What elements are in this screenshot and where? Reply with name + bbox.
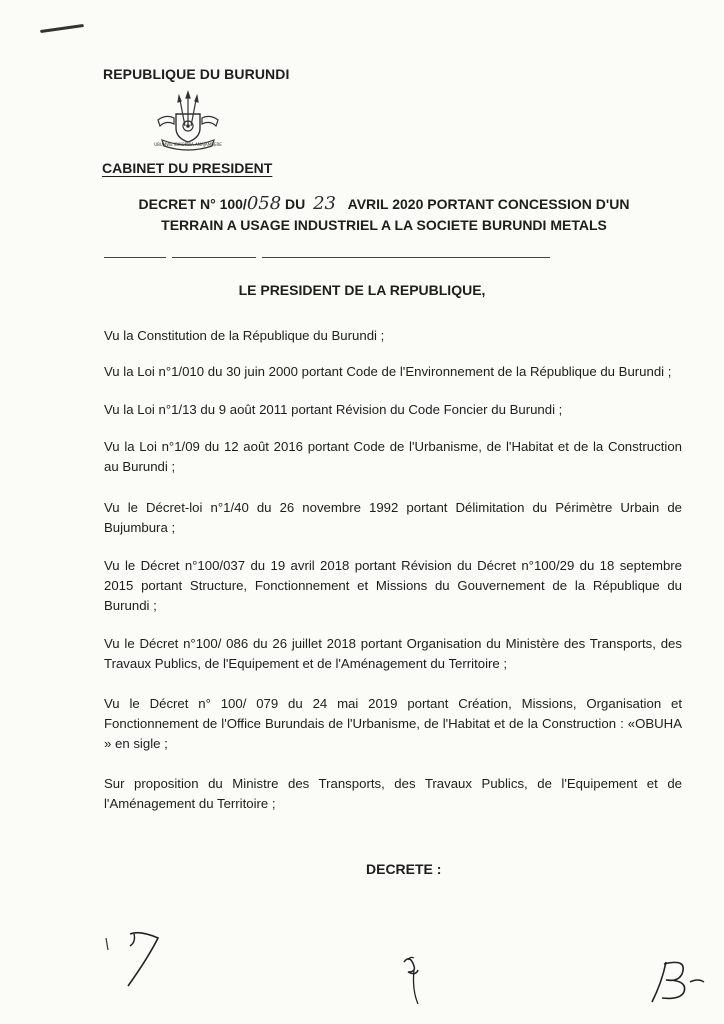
decree-title	[104, 193, 664, 236]
visa-paragraph: Vu le Décret-loi n°1/40 du 26 novembre 1992 portant Délimitation du Périmètre Urbain de Bujumbura ;	[104, 500, 682, 535]
decree-du: DU	[281, 196, 310, 212]
emblem-motto: UBUMWE IBIKORWA AMAJAMBERE	[154, 142, 222, 147]
visa-paragraph: Vu la Loi n°1/010 du 30 juin 2000 portant Code de l'Environnement de la République du Burundi ;	[104, 364, 672, 379]
visa-paragraph: Vu la Loi n°1/13 du 9 août 2011 portant Révision du Code Foncier du Burundi ;	[104, 402, 563, 417]
initials-signature-right	[646, 958, 716, 1008]
coat-of-arms-icon	[150, 90, 226, 154]
header-cabinet: CABINET DU PRESIDENT	[102, 160, 273, 176]
visa-paragraph: Vu la Constitution de la République du Burundi ;	[104, 328, 385, 343]
divider-segment	[262, 257, 550, 258]
visa-paragraph: Vu la Loi n°1/09 du 12 août 2016 portant Code de l'Urbanisme, de l'Habitat et de la Construction au Burundi ;	[104, 439, 682, 474]
decree-title-rest: AVRIL 2020 PORTANT CONCESSION D'UN	[347, 196, 630, 212]
header-country: REPUBLIQUE DU BURUNDI	[103, 66, 290, 82]
divider-segment	[104, 257, 166, 258]
visa-paragraph: Vu le Décret n°100/037 du 19 avril 2018 portant Révision du Décret n°100/29 du 18 septembre 2015 portant Structure, Fonctionnement et Missions du Gouvernement de la République du Burundi ;	[104, 558, 682, 613]
decree-prefix: DECRET N° 100/	[138, 196, 247, 212]
visa-paragraph: Vu le Décret n° 100/ 079 du 24 mai 2019 portant Création, Missions, Organisation et Fonctionnement de l'Office Burundais de l'Urbanisme, de l'Habitat et de la Construction : «OBUHA » en sigle ;	[104, 696, 682, 751]
visa-paragraph: Vu le Décret n°100/ 086 du 26 juillet 2018 portant Organisation du Ministère des Transports, des Travaux Publics, de l'Equipement et de l'Aménagement du Territoire ;	[104, 636, 682, 671]
decree-title-line-1	[104, 193, 664, 215]
scan-mark	[40, 24, 84, 33]
decree-day-handwritten: 23	[313, 193, 336, 214]
preamble-heading: LE PRESIDENT DE LA REPUBLIQUE,	[238, 282, 486, 298]
initials-signature-left	[96, 924, 168, 994]
initials-signature-center	[392, 950, 432, 1012]
decree-title-line-2: TERRAIN A USAGE INDUSTRIEL A LA SOCIETE BURUNDI METALS	[161, 217, 607, 233]
divider-segment	[172, 257, 256, 258]
visa-paragraph: Sur proposition du Ministre des Transports, des Travaux Publics, de l'Equipement et de l'Aménagement du Territoire ;	[104, 776, 682, 811]
decrete-heading: DECRETE :	[366, 861, 442, 877]
decree-number-handwritten: 058	[246, 193, 282, 214]
